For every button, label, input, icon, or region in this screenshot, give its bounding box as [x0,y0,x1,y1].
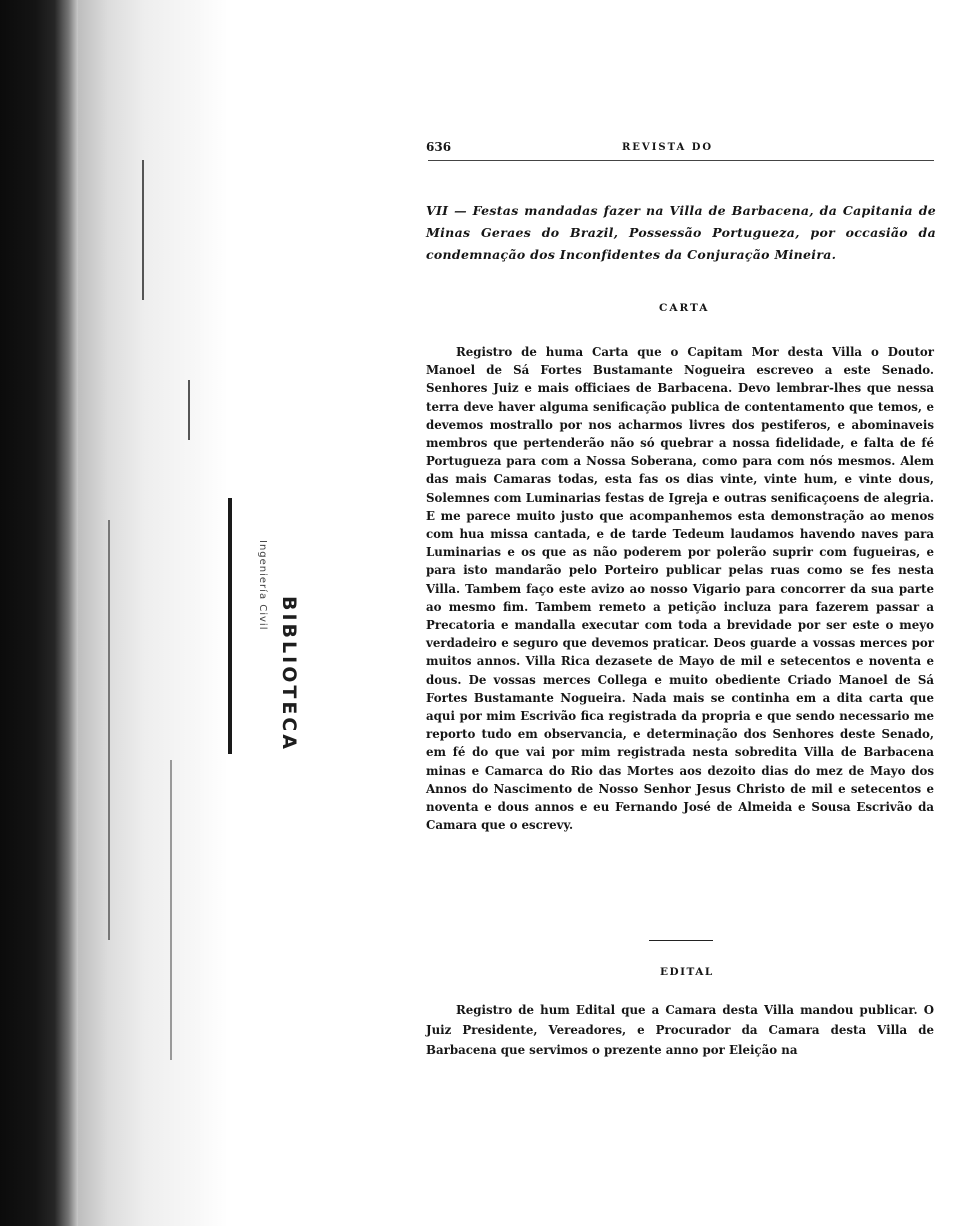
scan-artifact [142,160,144,300]
running-head: REVISTA DO [622,142,714,153]
carta-heading: CARTA [659,302,710,314]
library-stamp-sub: Ingeniería Civil [257,540,268,631]
scan-artifact [188,380,190,440]
edital-body: Registro de hum Edital que a Camara desta Villa mandou publicar. O Juiz Presidente, Vereadores, e Procurador da Camara desta Villa de Barbacena que servimos o prezente anno por Eleição na [426,1003,934,1057]
carta-body: Registro de huma Carta que o Capitam Mor desta Villa o Doutor Manoel de Sá Fortes Bustamante Nogueira escreveo a este Senado. Senhores Juiz e mais officiaes de Barbacena. Devo lembrar-lhes que nessa terra deve haver alguma senificação publica de contentamento que temos, e devemos mostrallo por nos acharmos livres dos pestiferos, e abominaveis membros que pertenderão não só quebrar a nossa fidelidade, e falta de fé Portugueza para com a Nossa Soberana, como para com nós mesmos. Alem das mais Camaras todas, esta fas os dias vinte, vinte hum, e vinte dous, Solemnes com Luminarias festas de Igreja e outras senificaçoens de alegria. E me parece muito justo que acompanhemos esta demonstração ao menos com hua missa cantada, e de tarde Tedeum laudamos havendo naves para Luminarias e os que as não poderem por polerão suprir com fugueiras, e para isto mandarão pelo Porteiro publicar pelas ruas como se fes nesta Villa. Tambem faço este avizo ao nosso Vigario para concorrer da sua parte ao mesmo fim. Tambem remeto a petição incluza para fazerem passar a Precatoria e mandalla executar com toda a brevidade por ser este o meyo verdadeiro e seguro que devemos praticar. Deos guarde a vossas merces por muitos annos. Villa Rica dezasete de Mayo de mil e setecentos e noventa e dous. De vossas merces Collega e muito obediente Criado Manoel de Sá Fortes Bustamante Nogueira. Nada mais se continha em a dita carta que aqui por mim Escrivão fica registrada da propria e que sendo necessario me reporto tudo em observancia, e determinação dos Senhores deste Senado, em fé do que vai por mim registrada nesta sobredita Villa de Barbacena minas e Camarca do Rio das Mortes aos dezoito dias do mez de Mayo dos Annos do Nascimento de Nosso Senhor Jesus Christo de mil e setecentos e noventa e dous annos e eu Fernando José de Almeida e Sousa Escrivão da Camara que o escrevy. [426,345,934,833]
scan-artifact [170,760,172,1060]
book-binding [0,0,78,1226]
section-title: VII — Festas mandadas fazer na Villa de Barbacena, da Capitania de Minas Geraes do Brazil, Possessão Portugueza, por occasião da condemnação dos Inconfidentes da Conjuração Mineira. [426,203,936,262]
section-divider [649,940,713,941]
header-rule [428,160,934,161]
page-gutter [78,0,228,1226]
edital-heading: EDITAL [660,966,714,978]
page-number: 636 [426,140,452,154]
library-stamp-label: BIBLIOTECA [278,596,300,752]
scan-artifact [108,520,110,940]
